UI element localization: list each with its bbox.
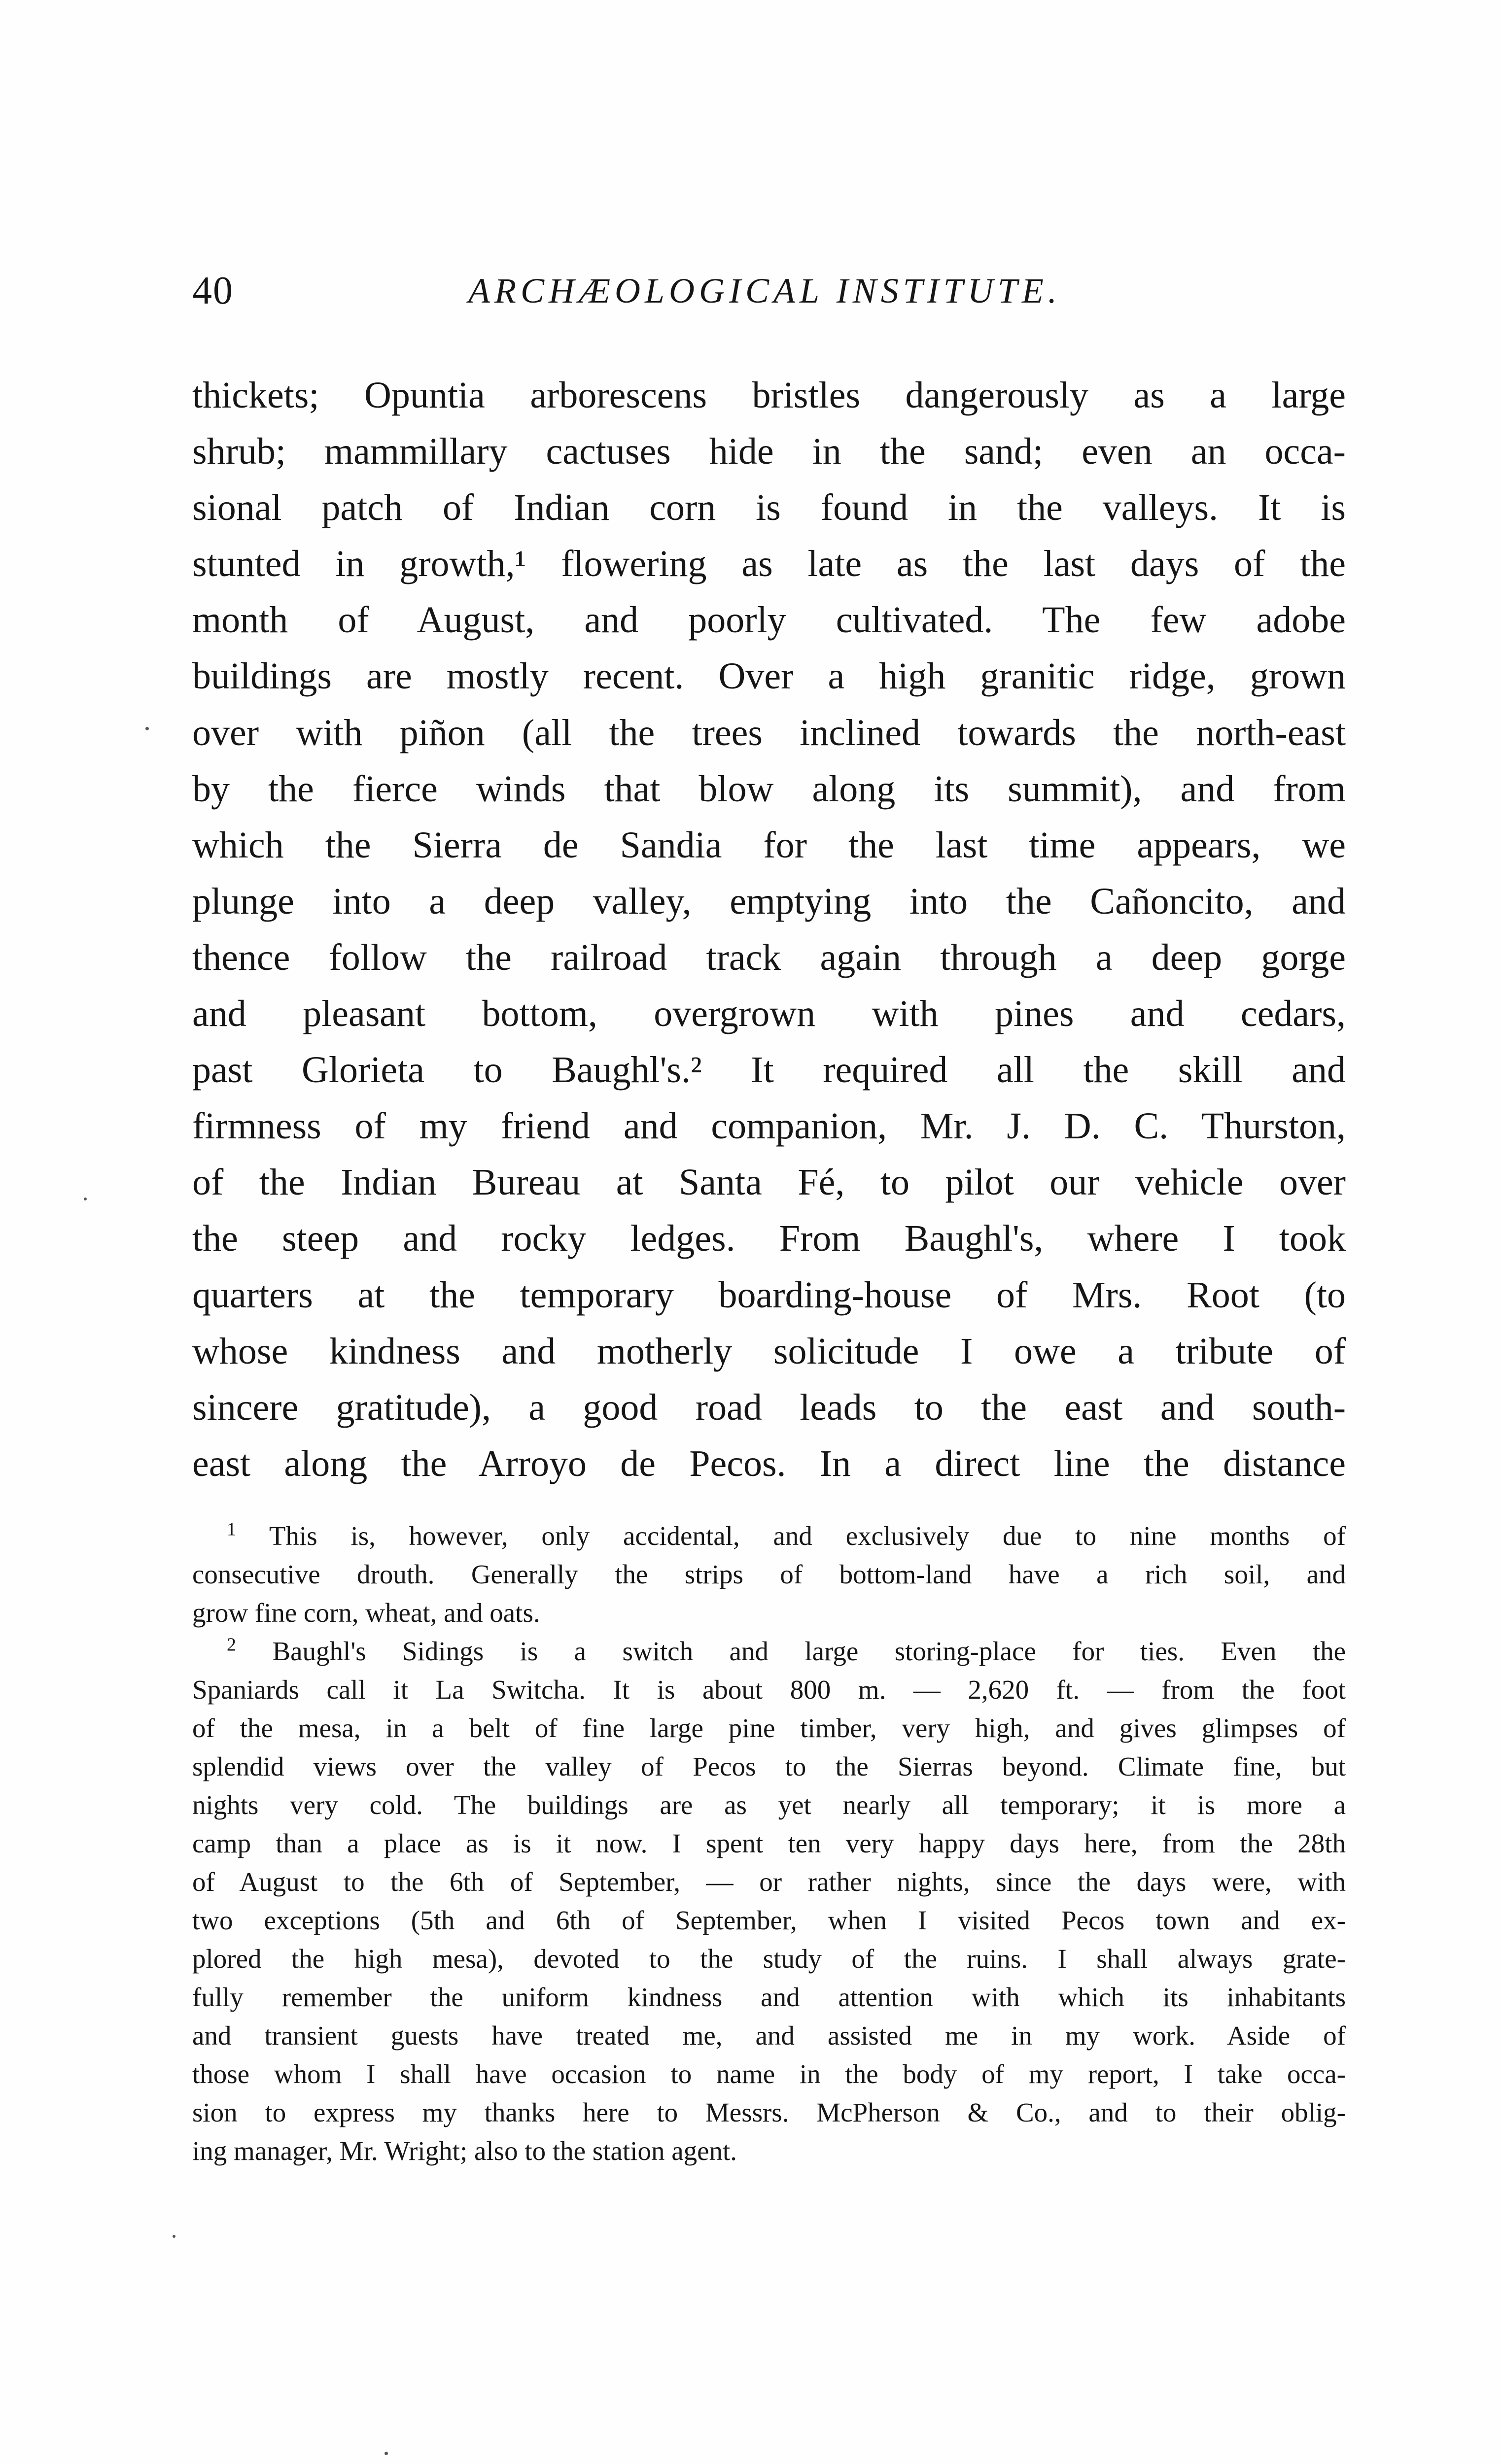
body-line: by the fierce winds that blow along its summit), and from <box>192 768 1346 810</box>
body-line: shrub; mammillary cactuses hide in the sand; even an occa- <box>192 431 1346 473</box>
footnote-text: This is, however, only accidental, and exclusively due to nine months of <box>269 1521 1346 1551</box>
body-line: over with piñon (all the trees inclined towards the north-east <box>192 712 1346 753</box>
body-line: quarters at the temporary boarding-house of Mrs. Root (to <box>192 1274 1346 1316</box>
print-speck <box>84 1198 87 1200</box>
body-line: sional patch of Indian corn is found in the valleys. It is <box>192 487 1346 529</box>
page-number: 40 <box>192 269 234 312</box>
footnote-1 <box>192 1517 1346 1632</box>
footnote-line: two exceptions (5th and 6th of September, when I visited Pecos town and ex- <box>192 1905 1346 1935</box>
body-line: of the Indian Bureau at Santa Fé, to pilot our vehicle over <box>192 1162 1346 1203</box>
body-line: whose kindness and motherly solicitude I owe a tribute of <box>192 1330 1346 1372</box>
footnote-2 <box>192 1632 1346 2170</box>
running-head <box>192 264 1346 318</box>
footnote-line: splendid views over the valley of Pecos to the Sierras beyond. Climate fine, but <box>192 1751 1346 1781</box>
print-speck <box>145 727 149 730</box>
footnote-line: grow fine corn, wheat, and oats. <box>192 1598 540 1628</box>
body-line: firmness of my friend and companion, Mr. J. D. C. Thurston, <box>192 1105 1346 1147</box>
footnote-line: nights very cold. The buildings are as yet nearly all temporary; it is more a <box>192 1790 1346 1820</box>
footnote-marker: 1 <box>227 1519 236 1540</box>
body-line: east along the Arroyo de Pecos. In a direct line the distance <box>192 1442 1346 1484</box>
footnote-line: camp than a place as is it now. I spent ten very happy days here, from the 28th <box>192 1828 1346 1858</box>
body-line: which the Sierra de Sandia for the last time appears, we <box>192 824 1346 866</box>
body-line: month of August, and poorly cultivated. The few adobe <box>192 599 1346 641</box>
body-line: thickets; Opuntia arborescens bristles dangerously as a large <box>192 375 1346 416</box>
footnote-line: fully remember the uniform kindness and attention with which its inhabitants <box>192 1982 1346 2012</box>
print-speck <box>173 2235 175 2238</box>
footnote-line: ing manager, Mr. Wright; also to the station agent. <box>192 2136 737 2166</box>
body-line: the steep and rocky ledges. From Baughl's, where I took <box>192 1218 1346 1260</box>
footnote-line: consecutive drouth. Generally the strips of bottom-land have a rich soil, and <box>192 1559 1346 1589</box>
footnote-line <box>192 1517 1346 1555</box>
body-line: stunted in growth,¹ flowering as late as the last days of the <box>192 543 1346 585</box>
footnote-line: Spaniards call it La Switcha. It is about 800 m. — 2,620 ft. — from the foot <box>192 1675 1346 1705</box>
footnote-marker: 2 <box>227 1634 236 1655</box>
body-line: plunge into a deep valley, emptying into the Cañoncito, and <box>192 880 1346 922</box>
body-line: thence follow the railroad track again through a deep gorge <box>192 936 1346 978</box>
footnote-line: of the mesa, in a belt of fine large pine timber, very high, and gives glimpses of <box>192 1713 1346 1743</box>
footnote-line <box>192 1632 1346 1671</box>
footnote-text: Baughl's Sidings is a switch and large storing-place for ties. Even the <box>272 1636 1346 1666</box>
footnote-line: sion to express my thanks here to Messrs. McPherson & Co., and to their oblig- <box>192 2097 1346 2127</box>
footnote-line: of August to the 6th of September, — or rather nights, since the days were, with <box>192 1867 1346 1897</box>
body-line: and pleasant bottom, overgrown with pines and cedars, <box>192 993 1346 1035</box>
body-paragraph <box>192 367 1346 1492</box>
body-line: sincere gratitude), a good road leads to the east and south- <box>192 1386 1346 1428</box>
body-line: past Glorieta to Baughl's.² It required all the skill and <box>192 1049 1346 1091</box>
footnote-line: those whom I shall have occasion to name in the body of my report, I take occa- <box>192 2059 1346 2089</box>
footnote-line: plored the high mesa), devoted to the study of the ruins. I shall always grate- <box>192 1944 1346 1974</box>
running-title: ARCHÆOLOGICAL INSTITUTE. <box>468 271 1061 310</box>
print-speck <box>384 2452 388 2455</box>
body-line: buildings are mostly recent. Over a high granitic ridge, grown <box>192 655 1346 697</box>
footnote-line: and transient guests have treated me, and assisted me in my work. Aside of <box>192 2020 1346 2051</box>
